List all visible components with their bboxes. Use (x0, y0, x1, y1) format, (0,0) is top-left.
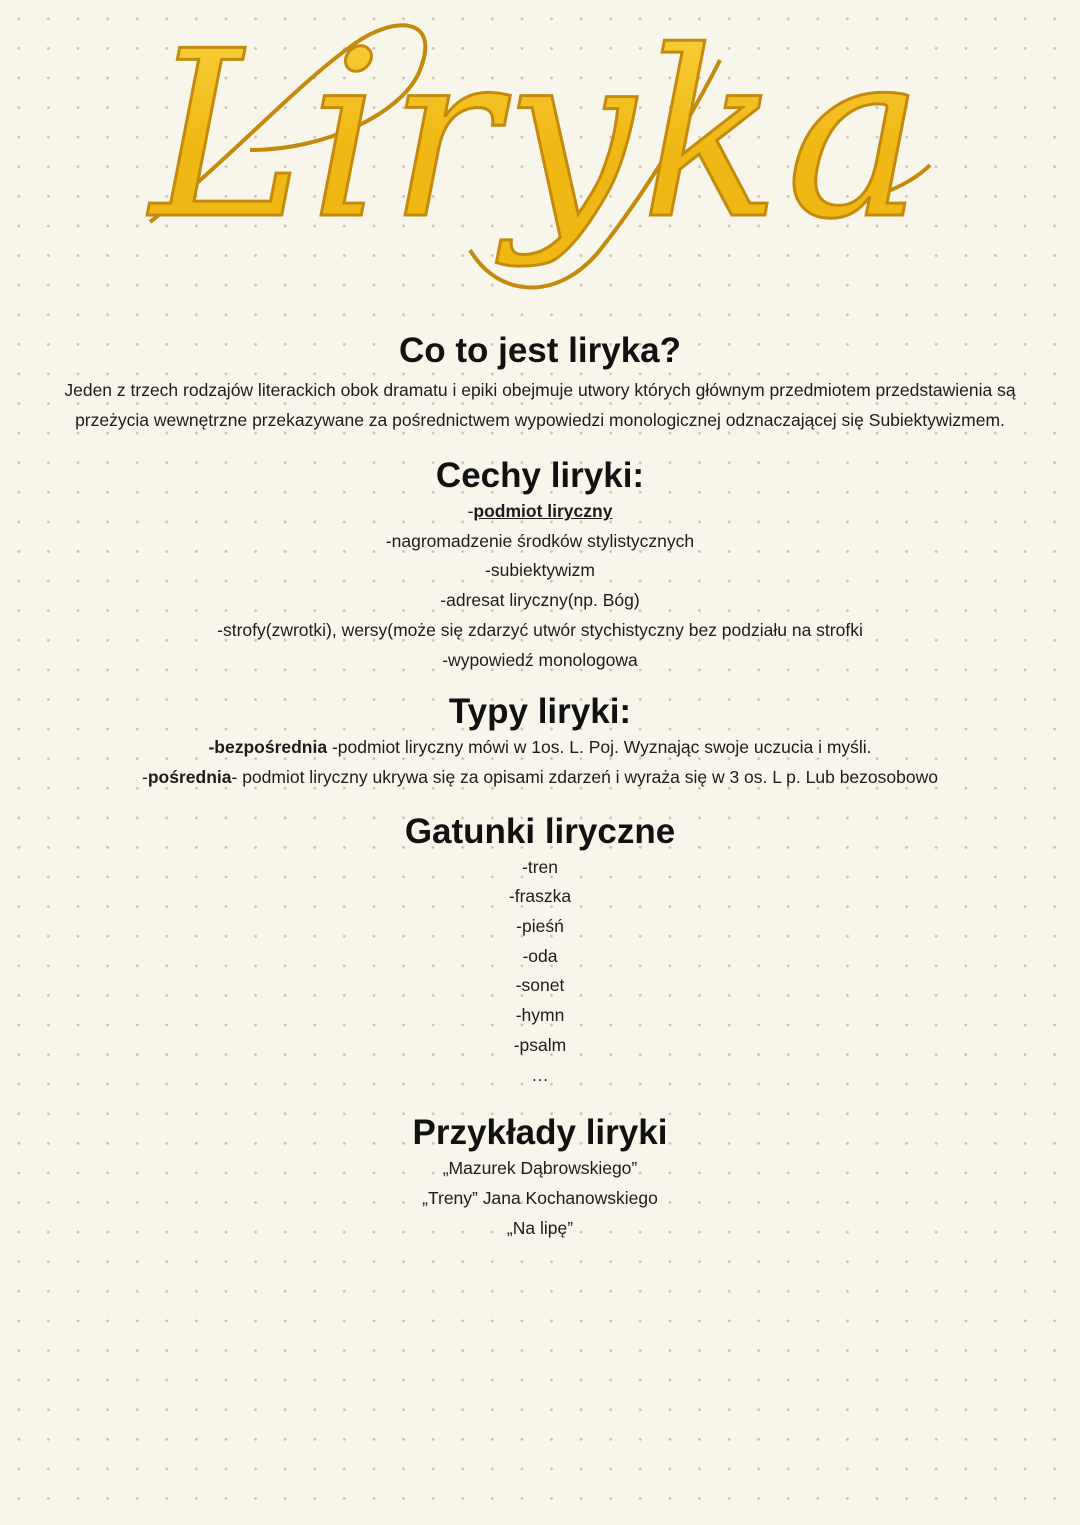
feature-item: -nagromadzenie środków stylistycznych (385, 530, 695, 551)
example-item: „Treny” Jana Kochanowskiego (422, 1187, 658, 1208)
genre-item: -sonet (515, 975, 565, 996)
feature-item: -subiektywizm (485, 560, 595, 581)
example-item: „Na lipę” (506, 1217, 574, 1238)
page-title: Liryka (150, 3, 930, 270)
feature-item-prefix: - (467, 501, 474, 521)
examples-section (0, 1112, 1080, 1243)
feature-item-highlight: podmiot liryczny (473, 501, 613, 521)
type-indirect-term: pośrednia (147, 766, 232, 787)
main-content (0, 330, 1080, 1243)
type-direct (0, 733, 1080, 763)
types-section (0, 691, 1080, 792)
feature-item: -strofy(zwrotki), wersy(może się zdarzyć utwór stychistyczny bez podziału na strofki (217, 619, 863, 640)
type-indirect (0, 763, 1080, 793)
type-indirect-desc: - podmiot liryczny ukrywa się za opisami zdarzeń i wyraża się w 3 os. L p. Lub bezosobowo (231, 766, 938, 787)
type-direct-prefix: - (208, 737, 215, 758)
genre-item: -oda (522, 945, 558, 966)
genres-section (0, 811, 1080, 1091)
title-graphic (0, 0, 1080, 320)
genre-item: -psalm (513, 1034, 567, 1055)
type-direct-term: bezpośrednia (214, 737, 328, 758)
example-item: „Mazurek Dąbrowskiego” (442, 1158, 638, 1179)
genres-heading: Gatunki liryczne (404, 811, 676, 851)
genre-item-ellipsis: … (531, 1064, 549, 1085)
features-section (0, 455, 1080, 675)
features-heading: Cechy liryki: (435, 456, 645, 495)
type-indirect-prefix: - (142, 766, 148, 787)
intro-section (0, 330, 1080, 435)
types-heading: Typy liryki: (448, 692, 632, 732)
genre-item: -fraszka (508, 886, 572, 907)
type-direct-desc: -podmiot liryczny mówi w 1os. L. Poj. Wyznając swoje uczucia i myśli. (327, 737, 872, 758)
examples-heading: Przykłady liryki (412, 1113, 668, 1153)
genre-item: -pieśń (516, 916, 564, 937)
intro-heading: Co to jest liryka? (398, 331, 682, 370)
genre-item: -hymn (515, 1005, 565, 1026)
title-banner (0, 0, 1080, 320)
feature-item: -adresat liryczny(np. Bóg) (440, 590, 640, 611)
feature-item: -wypowiedź monologowa (442, 649, 638, 670)
genre-item: -tren (522, 856, 558, 877)
intro-paragraph: Jeden z trzech rodzajów literackich obok dramatu i epiki obejmuje utwory których głównym przedmiotem przedstawienia są przeżycia wewnętrzne przekazywane za pośrednictwem wypowiedzi monologicznej odznaczającej się Subiektywizmem. (64, 380, 1016, 430)
feature-item (0, 497, 1080, 527)
